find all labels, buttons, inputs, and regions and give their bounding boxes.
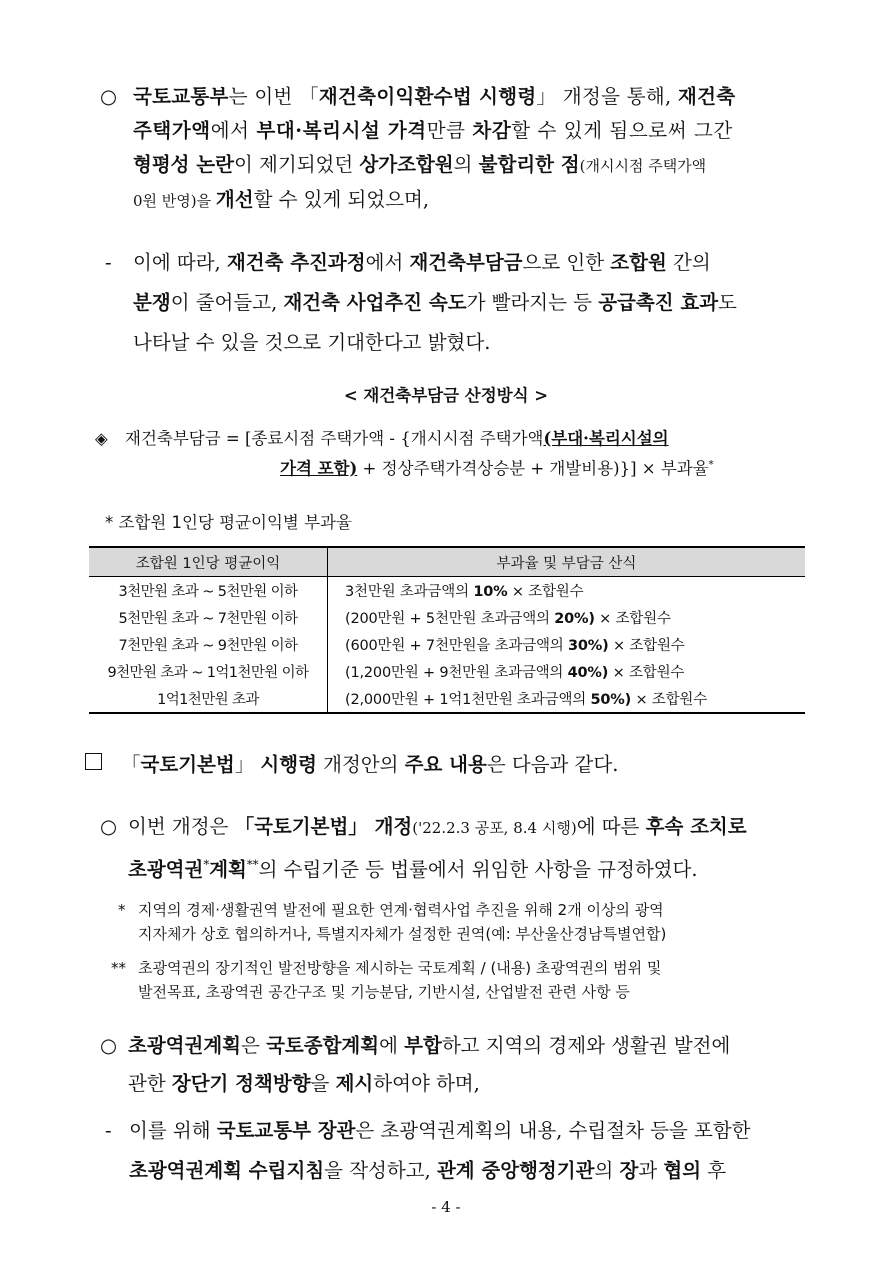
square-bullet-icon — [85, 753, 102, 770]
circle-bullet-icon: ○ — [100, 1034, 118, 1057]
formula-line-1: 재건축부담금 = [종료시점 주택가액 - {개시시점 주택가액(부대·복리시설의 — [125, 429, 669, 448]
dash-bullet: - — [105, 251, 112, 274]
formula-cell: (2,000만원 + 1억1천만원 초과금액의 50%) × 조합원수 — [328, 685, 806, 713]
table-header-row — [89, 547, 805, 577]
paragraph-4-text: 초광역권계획은 국토종합계획에 부합하고 지역의 경제와 생활권 발전에 관한 장단기 정책방향을 제시하여야 하며, — [128, 1034, 731, 1095]
table-row — [89, 658, 805, 685]
paragraph-1-text: 국토교통부는 이번 「재건축이익환수법 시행령」 개정을 통해, 재건축 주택가액에서 부대·복리시설 가격만큼 차감할 수 있게 됨으로써 그간 형평성 논란이 제기되었던 상가조합원의 불합리한 점(개시시점 주택가액 0원 반영)을 개선할 수 있게 되었으며, — [133, 85, 736, 211]
table-row — [89, 604, 805, 631]
dash-bullet: - — [105, 1119, 112, 1142]
document-page: ○ 국토교통부는 이번 「재건축이익환수법 시행령」 개정을 통해, 재건축 주택가액에서 부대·복리시설 가격만큼 차감할 수 있게 됨으로써 그간 형평성 논란이 제기되었던 상가조합원의 불합리한 점(개시시점 주택가액 0원 반영)을 개선할 수 있게 되었으며, - 이에 따라, 재건축 추진과정에서 재건축부담금으로 인한 조합원 간의 분쟁이 줄어들고, 재건축 사업추진 속도가 빨라지는 등 공급촉진 효과도 나타날 수 있을 것으로 기대한다고 밝혔다. < 재건축부담금 산정방식 > ◈ 재건축부담금 = [종료시점 주택가액 - {개시시점 주택가액(부대·복리시설의 가격 포함) + 정상주택가격상승분 + 개발비용)}] × 부과율* * 조합원 1인당 평균이익별 부과율 조합원 1인당 평균이익 부과율 및 부담금 산식 3천만원 초과 ~ 5천만원 이하 3천만원 초과금액의 10% × 조합원수 5천만원 초과 ~ 7천만원 이하 (200만원 + 5천만원 초과금액의 20%) × 조합원수 7천만원 초과 ~ 9천만원 이하 (600만원 + 7천만원을 초과금액의 30%) × 조합원수 9천만원 초과 ~ 1억1천만원 이하 (1,200만원 + 9천만원 초과금액의 40%) × 조합원수 1억1천만원 초과 (2,000만원 + 1억1천만원 초과금액의 50%) × 조합원수 「국토기본법」 시행령 개정안의 주요 내용은 다음과 같다. ○ 이번 개정은 「국토기본법」 개정('22.2.3 공포, 8.4 시행)에 따른 후속 조치로 초광역권*계획**의 수립기준 등 법률에서 위임한 사항을 규정하였다. * 지역의 경제·생활권역 발전에 필요한 연계·협력사업 추진을 위해 2개 이상의 광역 지자체가 상호 협의하거나, 특별지자체가 설정한 권역(예: 부산울산경남특별연합) ** 초광역권의 장기적인 발전방향을 제시하는 국토계획 / (내용) 초광역권의 범위 및 발전목표, 초광역권 공간구조 및 기능분담, 기반시설, 산업발전 관련 사항 등 ○ 초광역권계획은 국토종합계획에 부합하고 지역의 경제와 생활권 발전에 관한 장단기 정책방향을 제시하여야 하며, - 이를 위해 국토교통부 장관은 초광역권계획의 내용, 수립절차 등을 포함한 초광역권계획 수립지침을 작성하고, 관계 중앙행정기관의 장과 협의 후 - 4 - — [0, 0, 892, 1261]
table-header: 부과율 및 부담금 산식 — [328, 547, 806, 577]
footnote-marker: ** — [111, 959, 126, 977]
table-row — [89, 631, 805, 658]
circle-bullet-icon: ○ — [100, 85, 118, 108]
formula-cell: (600만원 + 7천만원을 초과금액의 30%) × 조합원수 — [345, 638, 685, 654]
table-header: 조합원 1인당 평균이익 — [89, 547, 328, 577]
formula-cell: (200만원 + 5천만원 초과금액의 20%) × 조합원수 — [345, 611, 671, 627]
paragraph-5-text: 이를 위해 국토교통부 장관은 초광역권계획의 내용, 수립절차 등을 포함한 초광역권계획 수립지침을 작성하고, 관계 중앙행정기관의 장과 협의 후 — [129, 1119, 751, 1182]
diamond-bullet-icon: ◈ — [95, 429, 108, 448]
rate-table-caption: * 조합원 1인당 평균이익별 부과율 — [105, 513, 352, 532]
range-cell: 5천만원 초과 ~ 7천만원 이하 — [89, 604, 328, 631]
page-number: - 4 - — [431, 1198, 461, 1216]
formula-title: < 재건축부담금 산정방식 > — [343, 386, 549, 405]
circle-bullet-icon: ○ — [100, 815, 118, 838]
formula-cell: (1,200만원 + 9천만원 초과금액의 40%) × 조합원수 — [345, 665, 685, 681]
range-cell: 9천만원 초과 ~ 1억1천만원 이하 — [89, 658, 328, 685]
range-cell: 1억1천만원 초과 — [89, 685, 328, 713]
formula-line-2: 가격 포함) + 정상주택가격상승분 + 개발비용)}] × 부과율* — [280, 459, 714, 478]
range-cell: 3천만원 초과 ~ 5천만원 이하 — [89, 577, 328, 605]
paragraph-3-text: 이번 개정은 「국토기본법」 개정('22.2.3 공포, 8.4 시행)에 따른 후속 조치로 초광역권*계획**의 수립기준 등 법률에서 위임한 사항을 규정하였다. — [128, 815, 747, 881]
formula-cell: 3천만원 초과금액의 10% × 조합원수 — [345, 584, 584, 600]
footnote-marker: * — [118, 901, 126, 919]
rate-table — [89, 546, 805, 714]
table-row — [89, 685, 805, 713]
table-row — [89, 577, 805, 605]
paragraph-2-text: 이에 따라, 재건축 추진과정에서 재건축부담금으로 인한 조합원 간의 분쟁이 줄어들고, 재건축 사업추진 속도가 빨라지는 등 공급촉진 효과도 나타날 수 있을 것으로 기대한다고 밝혔다. — [133, 251, 737, 354]
range-cell: 7천만원 초과 ~ 9천만원 이하 — [89, 631, 328, 658]
